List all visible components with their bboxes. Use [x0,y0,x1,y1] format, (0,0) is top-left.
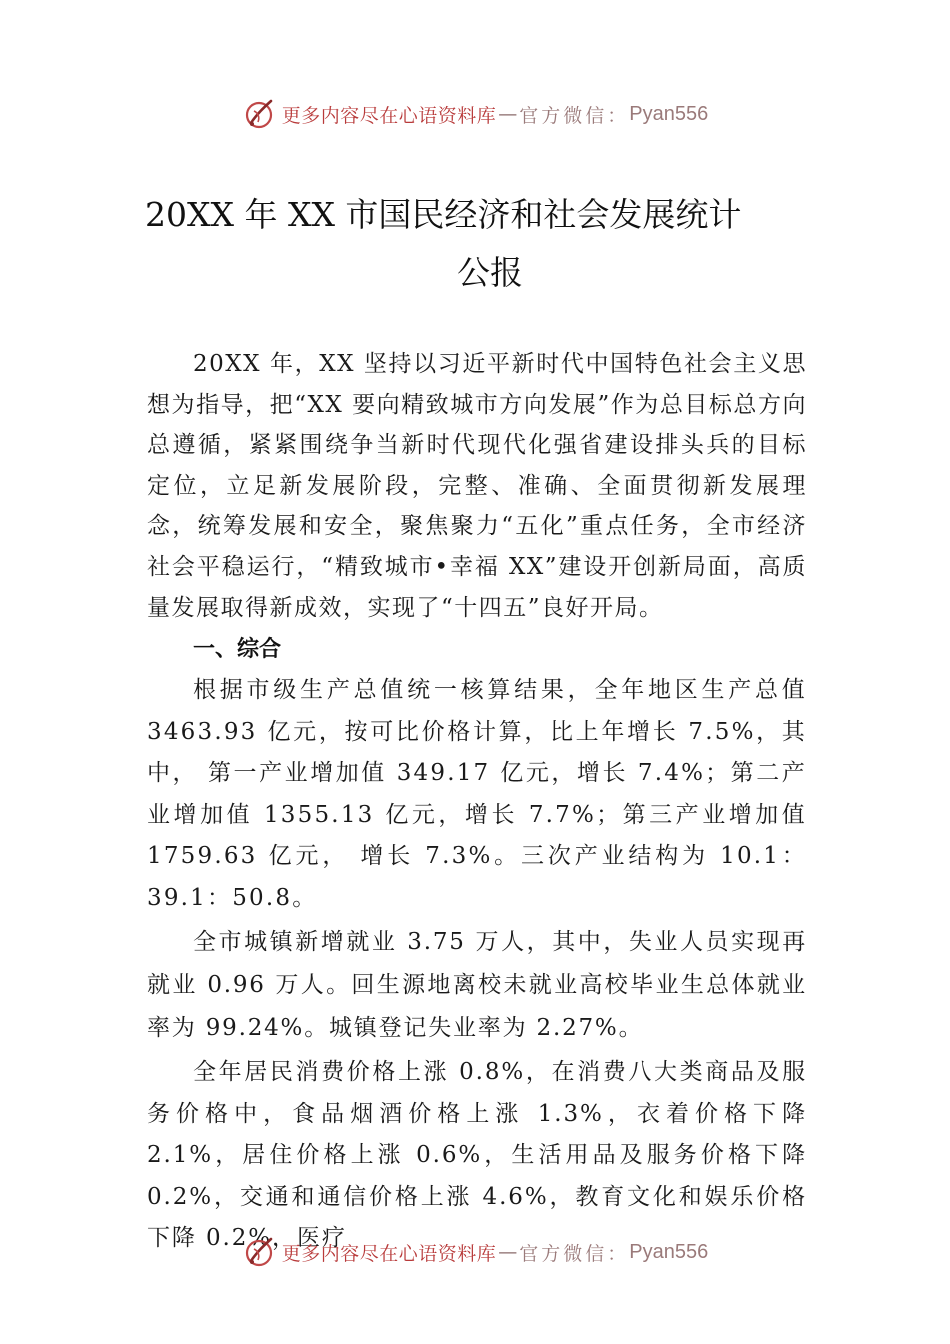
gdp-paragraph: 根据市级生产总值统一核算结果，全年地区生产总值 3463.93 亿元，按可比价格计算，比上年增长 7.5%，其中， 第一产业增加值 349.17 亿元，增长 7.4%；第二产业增加值 1355.13 亿元，增长 7.7%；第三产业增加值 1759.63 亿元， 增长 7.3%。三次产业结构为 10.1：39.1：50.8。 [147,677,807,911]
title-line-2: 公报 [457,253,523,292]
brush-logo-icon [242,1235,276,1269]
watermark-text: 更多内容尽在心语资料库 [281,1242,497,1265]
title-line-1: 20XX 年 XX 市国民经济和社会发展统计 [145,195,742,234]
watermark-banner-bottom [0,1232,950,1272]
watermark-text: 更多内容尽在心语资料库 [281,104,497,127]
cpi-paragraph: 全年居民消费价格上涨 0.8%，在消费八大类商品及服务价格中，食品烟酒价格上涨 1.3%，衣着价格下降 2.1%，居住价格上涨 0.6%，生活用品及服务价格下降 0.2%，交通和通信价格上涨 4.6%，教育文化和娱乐价格下降 0.2%，医疗 [147,1059,807,1252]
watermark-dash: — [498,1241,518,1263]
watermark-sub: 官方微信： [519,1242,630,1265]
employment-paragraph: 全市城镇新增就业 3.75 万人，其中，失业人员实现再就业 0.96 万人。回生源地离校未就业高校毕业生总体就业率为 99.24%。城镇登记失业率为 2.27%。 [147,929,807,1042]
watermark-dash: — [498,103,518,125]
brush-logo-icon [242,97,276,131]
watermark-id: Pyan556 [629,102,709,125]
document-body [147,344,807,1260]
section-heading-comprehensive: 一、综合 [193,637,282,663]
watermark-sub: 官方微信： [519,104,630,127]
intro-paragraph: 20XX 年，XX 坚持以习近平新时代中国特色社会主义思想为指导，把“XX 要向精致城市方向发展”作为总目标总方向总遵循，紧紧围绕争当新时代现代化强省建设排头兵的目标定位，立足新发展阶段，完整、准确、全面贯彻新发展理 念，统筹发展和安全，聚焦聚力“五化”重点任务，全市经济社会平稳运行，“精致城市•幸福 XX”建设开创新局面，高质量发展取得新成效，实现了“十四五”良好开局。 [147,351,807,621]
watermark-id: Pyan556 [629,1240,709,1263]
watermark-banner-top [0,94,950,134]
document-title [145,186,805,302]
